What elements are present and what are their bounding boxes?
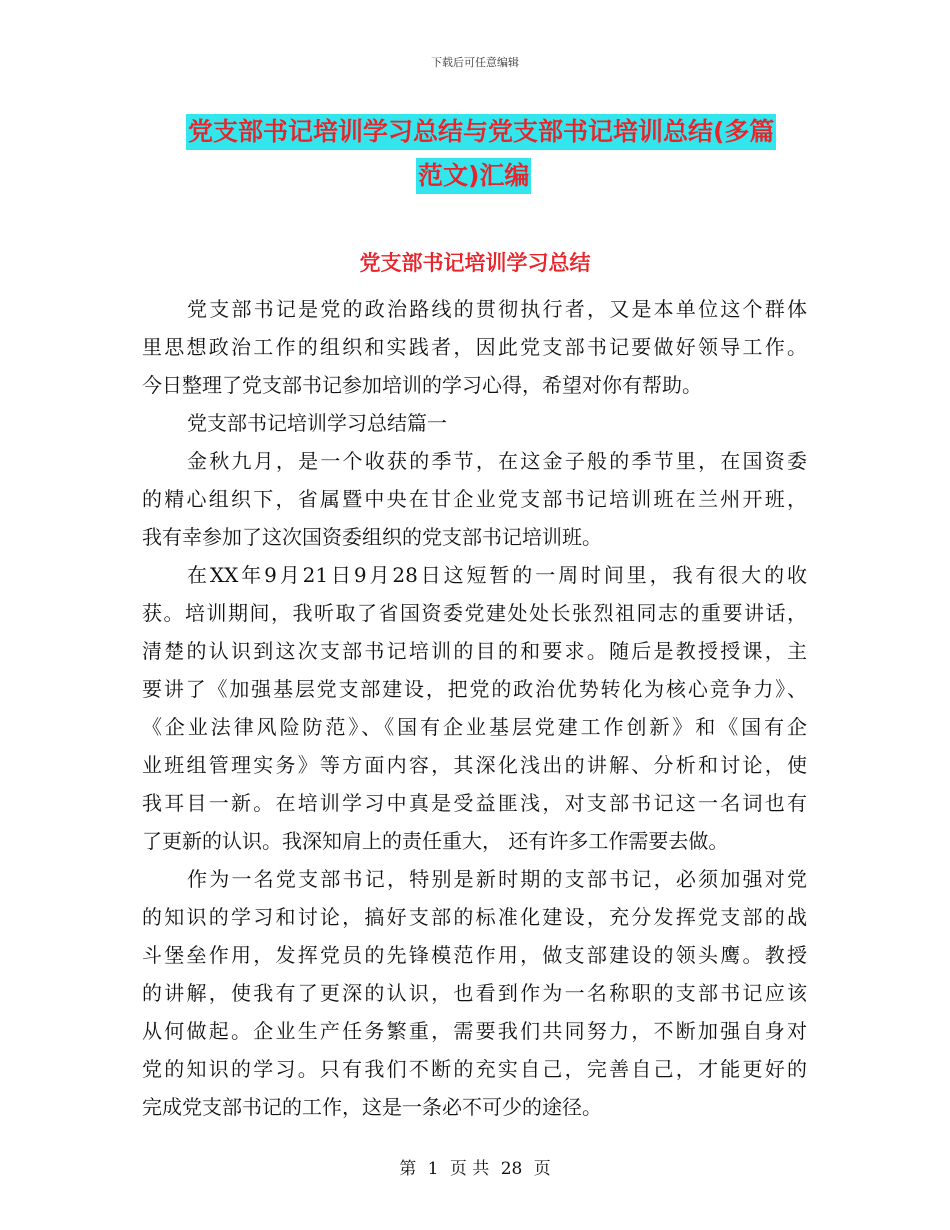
text-line: 的讲解，使我有了更深的认识，也看到作为一名称职的支部书记应该: [142, 981, 807, 1005]
body-text: [142, 290, 807, 1126]
text-line: 《企业法律风险防范》、《国有企业基层党建工作创新》和《国有企: [142, 715, 807, 739]
text-line: 党支部书记是党的政治路线的贯彻执行者，又是本单位这个群体: [187, 297, 807, 321]
text-line: 了更新的认识。我深知肩上的责任重大， 还有许多工作需要去做。: [142, 829, 729, 853]
text-line: 获。培训期间，我听取了省国资委党建处处长张烈祖同志的重要讲话，: [142, 601, 807, 625]
footer-middle: 页 共: [449, 1159, 490, 1179]
text-line: 我有幸参加了这次国资委组织的党支部书记培训班。: [142, 525, 602, 549]
footer-page-number: 1: [427, 1159, 439, 1179]
text-line: 党支部书记培训学习总结篇一: [187, 411, 447, 435]
text-line: 我耳目一新。在培训学习中真是受益匪浅，对支部书记这一名词也有: [142, 791, 807, 815]
text-line: 的精心组织下，省属暨中央在甘企业党支部书记培训班在兰州开班，: [142, 487, 807, 511]
document-title: [140, 112, 810, 194]
footer-suffix: 页: [533, 1159, 551, 1179]
header-note: 下载后可任意编辑: [431, 56, 519, 69]
text-line: 要讲了《加强基层党支部建设，把党的政治优势转化为核心竞争力》、: [142, 677, 807, 701]
text-line: 作为一名党支部书记，特别是新时期的支部书记，必须加强对党: [187, 867, 807, 891]
footer-total-pages: 28: [500, 1159, 523, 1179]
text-line: 在XX年9月21日9月28日这短暂的一周时间里，我有很大的收: [187, 563, 807, 587]
section-heading: 党支部书记培训学习总结: [359, 251, 591, 275]
text-line: 今日整理了党支部书记参加培训的学习心得，希望对你有帮助。: [142, 373, 702, 397]
text-line: 清楚的认识到这次支部书记培训的目的和要求。随后是教授授课，主: [142, 639, 807, 663]
title-line-2: 范文)汇编: [416, 158, 531, 194]
text-line: 党的知识的学习。只有我们不断的充实自己，完善自己，才能更好的: [142, 1057, 807, 1081]
text-line: 业班组管理实务》等方面内容，其深化浅出的讲解、分析和讨论，使: [142, 753, 807, 777]
text-line: 从何做起。企业生产任务繁重，需要我们共同努力，不断加强自身对: [142, 1019, 807, 1043]
footer-prefix: 第: [399, 1159, 417, 1179]
title-line-1: 党支部书记培训学习总结与党支部书记培训总结(多篇: [186, 114, 776, 150]
page-footer: [0, 1154, 950, 1179]
text-line: 斗堡垒作用，发挥党员的先锋模范作用，做支部建设的领头鹰。教授: [142, 943, 807, 967]
text-line: 里思想政治工作的组织和实践者，因此党支部书记要做好领导工作。: [142, 335, 807, 359]
text-line: 金秋九月，是一个收获的季节，在这金子般的季节里，在国资委: [187, 449, 807, 473]
text-line: 完成党支部书记的工作，这是一条必不可少的途径。: [142, 1095, 602, 1119]
text-line: 的知识的学习和讨论，搞好支部的标准化建设，充分发挥党支部的战: [142, 905, 807, 929]
